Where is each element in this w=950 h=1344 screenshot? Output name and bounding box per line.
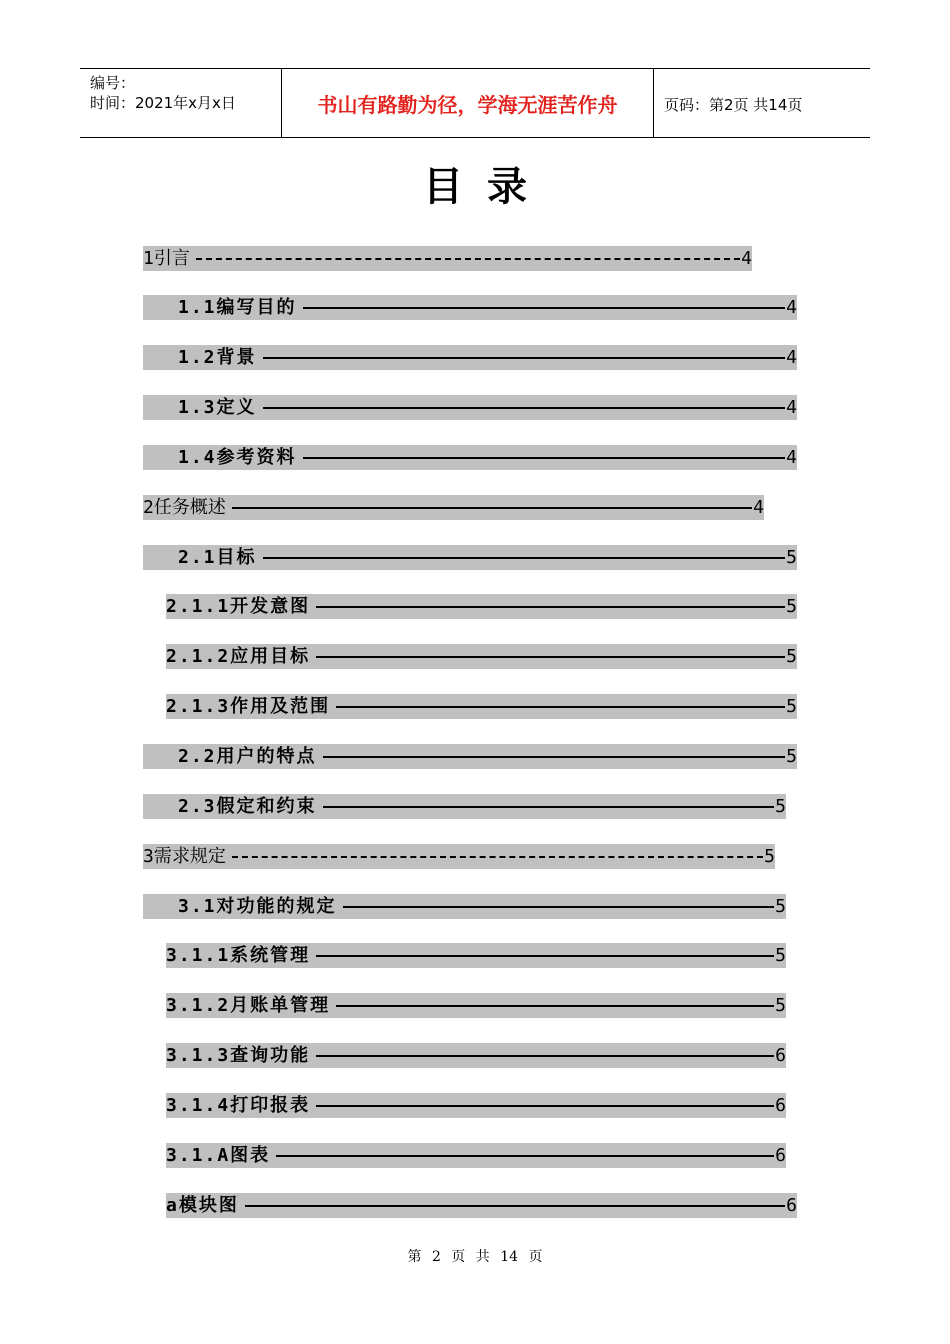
toc-leader-line (336, 1005, 774, 1007)
toc-entry-page-number: 5 (775, 945, 786, 966)
toc-entry-label: 3.1.A图表 (166, 1145, 271, 1166)
toc-entry-page-number: 4 (786, 447, 797, 468)
toc-entry-label: a模块图 (166, 1195, 239, 1216)
toc-entry-label: 2任务概述 (143, 497, 226, 518)
toc-entry-page-number: 4 (786, 347, 797, 368)
toc-entry-label: 3.1.1系统管理 (166, 945, 311, 966)
toc-entry-page-number: 4 (741, 248, 752, 269)
toc-entry[interactable] (166, 1043, 786, 1068)
toc-entry-page-number: 5 (786, 696, 797, 717)
toc-leader-line (303, 457, 786, 459)
toc-entry-page-number: 5 (786, 596, 797, 617)
toc-leader-line (263, 407, 786, 409)
toc-entry[interactable] (166, 1093, 786, 1118)
toc-entry-page-number: 5 (786, 547, 797, 568)
toc-entry-label: 2.2用户的特点 (178, 746, 317, 767)
toc-entry-label: 3.1.2月账单管理 (166, 995, 331, 1016)
toc-entry-page-number: 5 (775, 995, 786, 1016)
toc-entry[interactable] (166, 943, 786, 968)
toc-leader-line (343, 906, 775, 908)
toc-leader-line (263, 557, 786, 559)
toc-leader-line (232, 856, 763, 858)
toc-leader-line (316, 1055, 774, 1057)
toc-leader-line (245, 1205, 785, 1207)
toc-leader-line (232, 507, 752, 509)
toc-leader-line (316, 606, 785, 608)
toc-leader-line (303, 307, 786, 309)
toc-entry[interactable] (143, 894, 786, 919)
toc-entry[interactable] (143, 246, 752, 271)
toc-entry-label: 1.4参考资料 (178, 447, 297, 468)
toc-leader-line (316, 955, 774, 957)
toc-entry-page-number: 4 (786, 297, 797, 318)
toc-entry-label: 1.2背景 (178, 347, 257, 368)
toc-leader-line (276, 1155, 774, 1157)
toc-entry[interactable] (143, 495, 764, 520)
toc-entry-label: 1.3定义 (178, 397, 257, 418)
toc-entry-label: 2.1目标 (178, 547, 257, 568)
toc-leader-line (336, 706, 785, 708)
toc-entry[interactable] (143, 345, 797, 370)
toc-entry[interactable] (166, 1193, 797, 1218)
page-footer: 第 2 页 共 14 页 (407, 1249, 543, 1265)
toc-entry-label: 3需求规定 (143, 846, 226, 867)
header-page-info: 页码：第2页 共14页 (664, 95, 803, 114)
toc-entry-label: 2.1.3作用及范围 (166, 696, 331, 717)
toc-leader-line (323, 756, 786, 758)
toc-leader-line (196, 258, 740, 260)
toc-entry-label: 2.3假定和约束 (178, 796, 317, 817)
toc-entry-label: 1.1编写目的 (178, 297, 297, 318)
toc-entry[interactable] (143, 744, 797, 769)
toc-entry-page-number: 5 (786, 646, 797, 667)
toc-entry[interactable] (166, 1143, 786, 1168)
toc-entry-page-number: 6 (786, 1195, 797, 1216)
toc-entry-page-number: 5 (775, 796, 786, 817)
toc-leader-line (263, 357, 786, 359)
toc-entry-label: 1引言 (143, 248, 190, 269)
toc-entry-label: 2.1.1开发意图 (166, 596, 311, 617)
toc-entry-page-number: 5 (764, 846, 775, 867)
toc-entry[interactable] (143, 445, 797, 470)
header-motto: 书山有路勤为径，学海无涯苦作舟 (282, 69, 654, 137)
toc-entry[interactable] (166, 594, 797, 619)
number-label: 编号： (90, 74, 136, 92)
toc-entry-label: 3.1对功能的规定 (178, 896, 337, 917)
toc-entry-page-number: 5 (775, 896, 786, 917)
page-header (80, 68, 870, 138)
toc-entry-page-number: 6 (775, 1095, 786, 1116)
time-label: 时间：2021年x月x日 (90, 94, 236, 112)
toc-entry[interactable] (166, 993, 786, 1018)
toc-entry-page-number: 5 (786, 746, 797, 767)
toc-leader-line (316, 656, 785, 658)
toc-leader-line (323, 806, 775, 808)
page-title: 目录 (423, 164, 551, 210)
toc-entry-page-number: 6 (775, 1145, 786, 1166)
toc-entry[interactable] (166, 644, 797, 669)
header-meta (80, 69, 282, 137)
toc-entry[interactable] (143, 545, 797, 570)
toc-entry-page-number: 4 (753, 497, 764, 518)
toc-leader-line (316, 1105, 774, 1107)
toc-entry[interactable] (143, 295, 797, 320)
toc-entry[interactable] (143, 844, 775, 869)
toc-entry[interactable] (143, 395, 797, 420)
toc-entry-page-number: 4 (786, 397, 797, 418)
toc-entry-page-number: 6 (775, 1045, 786, 1066)
toc-entry[interactable] (166, 694, 797, 719)
toc-entry-label: 2.1.2应用目标 (166, 646, 311, 667)
toc-entry-label: 3.1.3查询功能 (166, 1045, 311, 1066)
toc-entry-label: 3.1.4打印报表 (166, 1095, 311, 1116)
toc-entry[interactable] (143, 794, 786, 819)
